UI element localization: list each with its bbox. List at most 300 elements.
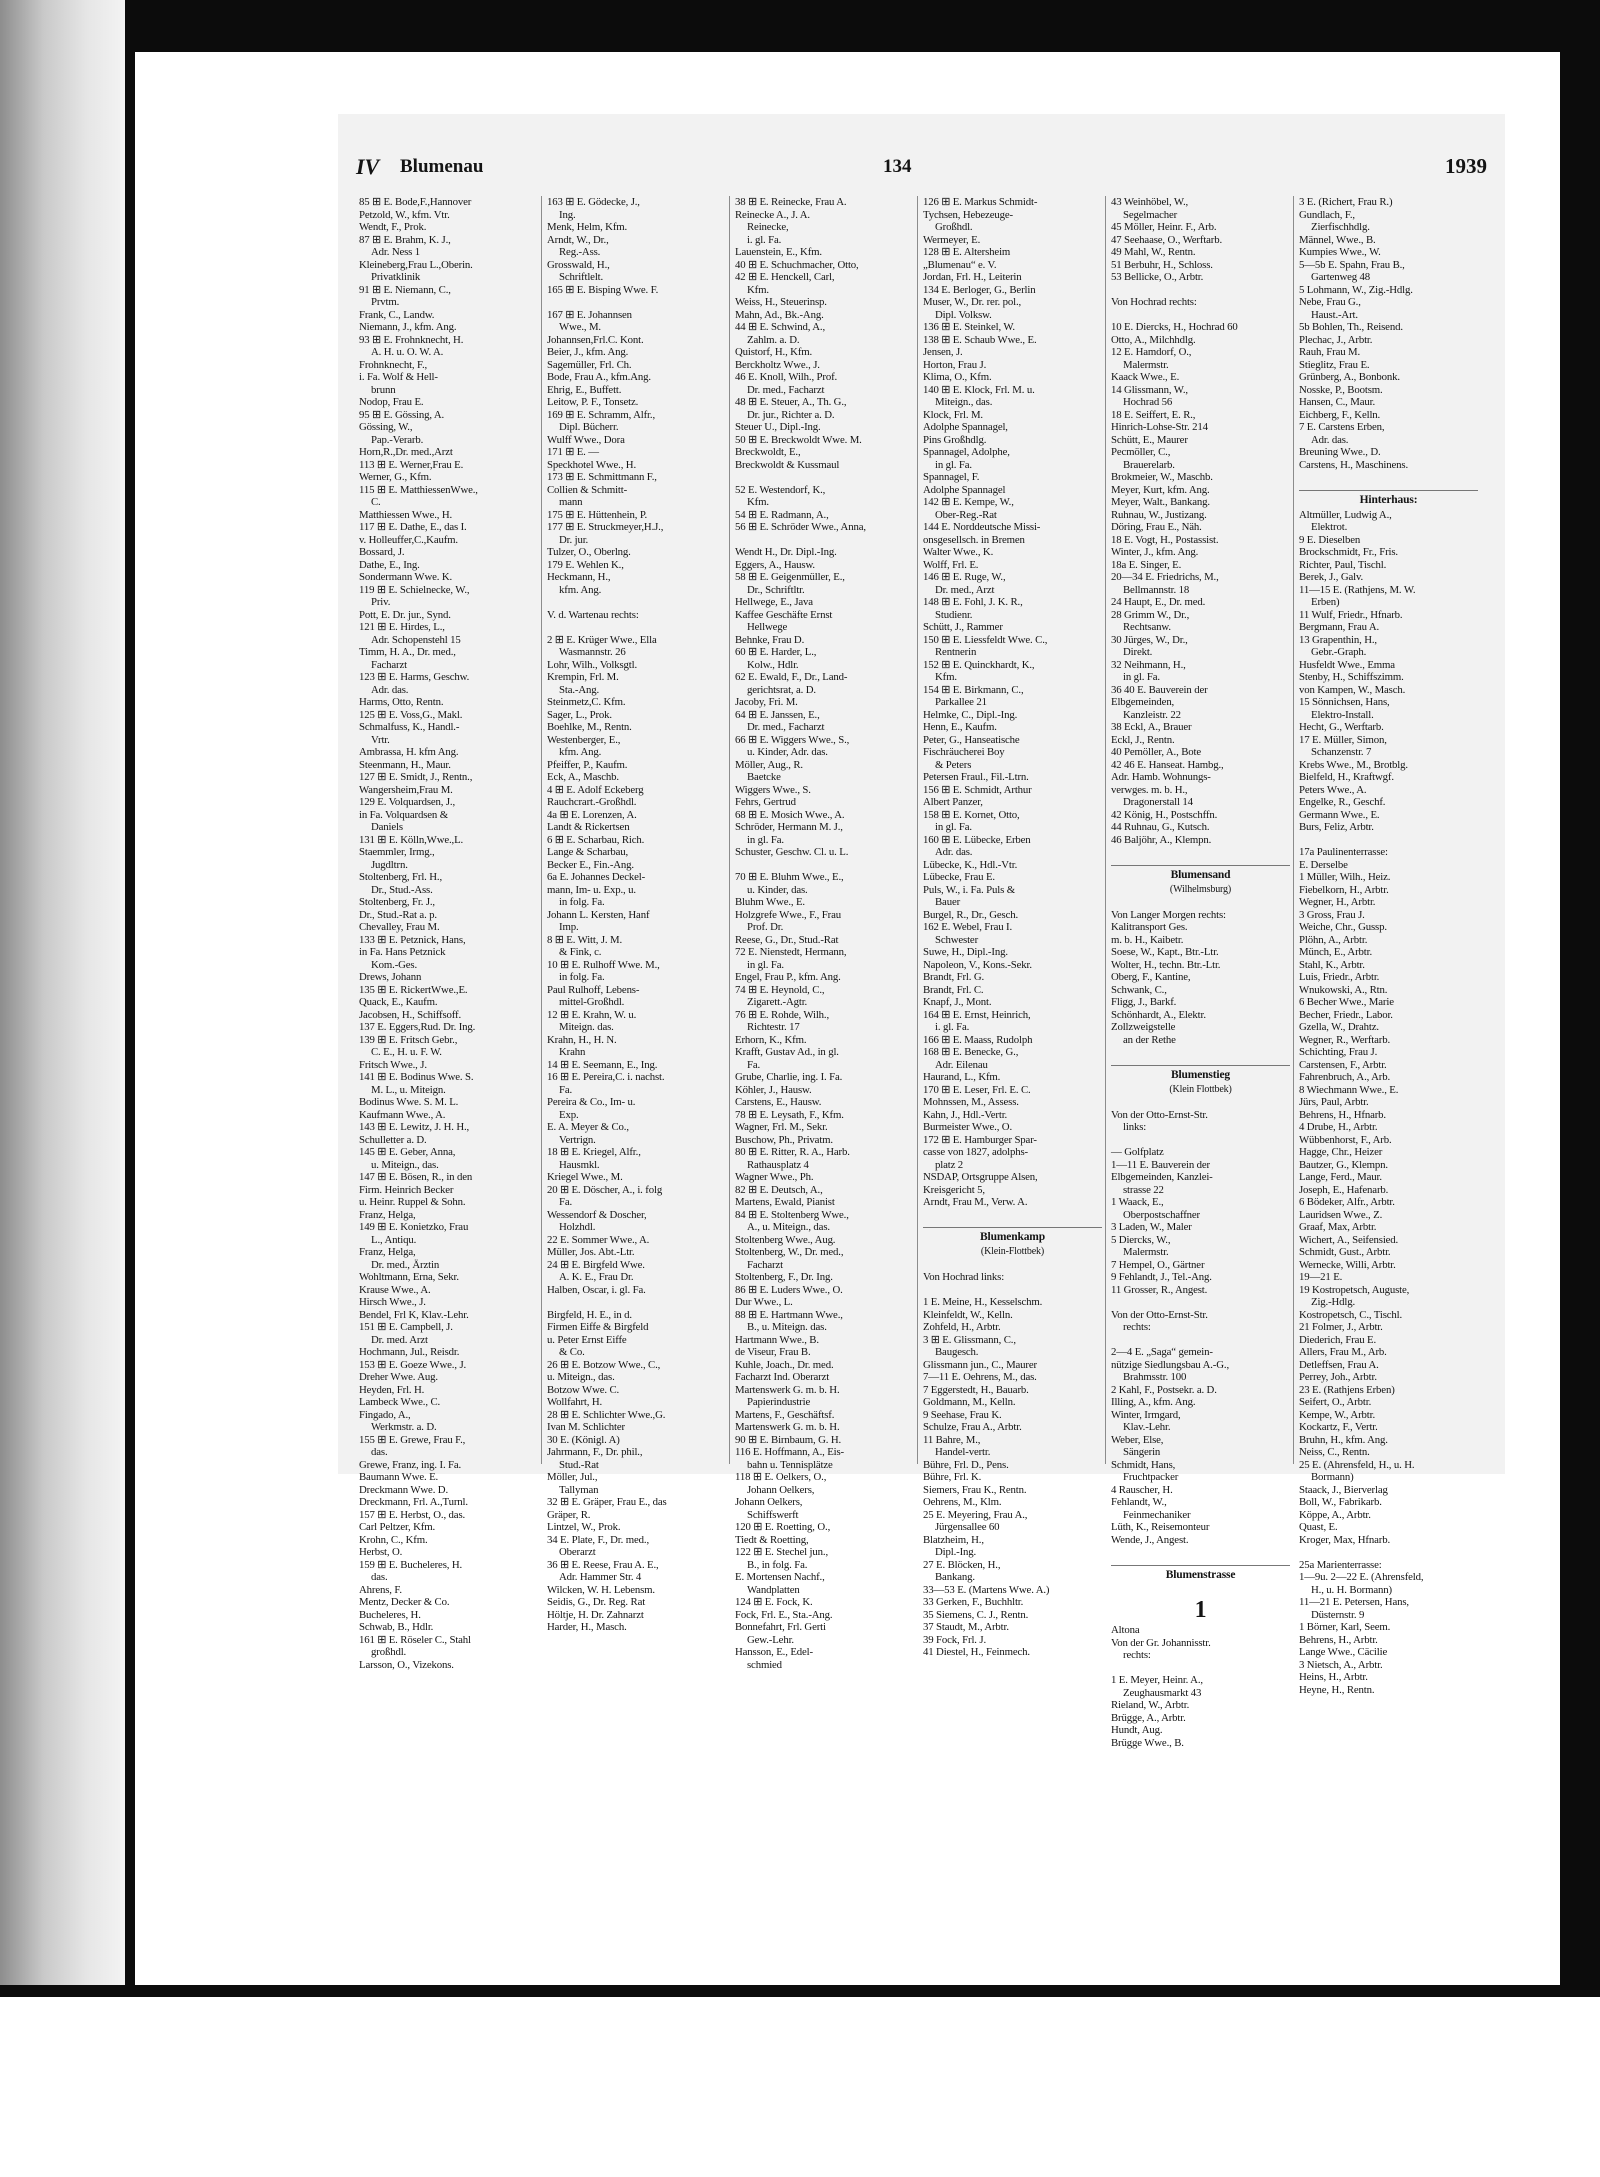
directory-entry: links:: [1123, 1121, 1147, 1133]
directory-entry: 93 ⊞ E. Frohnknecht, H.: [359, 333, 464, 346]
directory-entry: Herbst, O.: [359, 1546, 403, 1558]
directory-entry: Hagge, Chr., Heizer: [1299, 1146, 1383, 1158]
directory-entry: 154 ⊞ E. Birkmann, C.,: [923, 683, 1024, 696]
directory-entry: Ehrig, E., Buffett.: [547, 383, 622, 396]
directory-entry: 24 ⊞ E. Birgfeld Wwe.: [547, 1258, 645, 1271]
directory-entry: Schiffswerft: [747, 1508, 799, 1521]
directory-entry: Schmidt, Hans,: [1111, 1458, 1176, 1471]
directory-entry: 17 E. Müller, Simon,: [1299, 733, 1387, 746]
directory-entry: in gl. Fa.: [747, 833, 784, 846]
directory-entry: Haust.-Art.: [1311, 308, 1358, 321]
directory-entry: Frohnknecht, F.,: [359, 358, 428, 371]
directory-entry: Studienr.: [935, 608, 973, 621]
directory-entry: Möller, Aug., R.: [735, 758, 803, 771]
directory-entry: Weber, Else,: [1111, 1433, 1164, 1446]
directory-entry: Wnukowski, A., Rtn.: [1299, 983, 1388, 996]
directory-entry: Kaack Wwe., E.: [1111, 371, 1180, 383]
directory-entry: 56 ⊞ E. Schröder Wwe., Anna,: [735, 521, 866, 533]
directory-entry: 19—21 E.: [1299, 1271, 1343, 1283]
directory-column: [358, 196, 542, 1671]
directory-entry: Larsson, O., Vizekons.: [359, 1658, 454, 1671]
directory-entry: 4a ⊞ E. Lorenzen, A.: [547, 808, 637, 821]
directory-entry: 163 ⊞ E. Gödecke, J.,: [547, 196, 640, 208]
directory-entry: 6 Bödeker, Alfr., Arbtr.: [1299, 1196, 1395, 1208]
directory-entry: Erben): [1311, 596, 1340, 608]
directory-entry: Johann L. Kersten, Hanf: [547, 908, 650, 921]
directory-entry: 33 Gerken, F., Buchhltr.: [923, 1596, 1024, 1608]
directory-entry: Hirsch Wwe., J.: [359, 1296, 426, 1308]
directory-entry: 35 Siemens, C. J., Rentn.: [923, 1608, 1029, 1621]
directory-entry: 60 ⊞ E. Harder, L.,: [735, 646, 817, 658]
directory-entry: Breuning Wwe., D.: [1299, 446, 1381, 458]
directory-entry: 162 E. Webel, Frau I.: [923, 921, 1013, 933]
street-title: Blumenau: [400, 156, 484, 177]
directory-entry: [923, 1259, 1102, 1272]
directory-entry: Wernecke, Willi, Arbtr.: [1299, 1258, 1396, 1271]
directory-entry: Kfm.: [747, 496, 769, 508]
directory-entry: an der Rethe: [1123, 1033, 1176, 1046]
directory-entry: 166 ⊞ E. Maass, Rudolph: [923, 1033, 1033, 1046]
directory-entry: Altmüller, Ludwig A.,: [1299, 508, 1392, 521]
directory-entry: H., u. H. Bormann): [1311, 1583, 1392, 1596]
directory-entry: E. A. Meyer & Co.,: [547, 1121, 629, 1133]
directory-entry: Tychsen, Hebezeuge-: [923, 208, 1013, 221]
directory-entry: 149 ⊞ E. Konietzko, Frau: [359, 1221, 469, 1233]
directory-entry: [547, 621, 726, 634]
directory-entry: 136 ⊞ E. Steinkel, W.: [923, 321, 1015, 333]
directory-entry: Großhdl.: [935, 221, 973, 233]
directory-entry: Berek, J., Galv.: [1299, 571, 1364, 583]
directory-entry: Collien & Schmitt-: [547, 483, 628, 496]
directory-entry: 140 ⊞ E. Klock, Frl. M. u.: [923, 383, 1035, 396]
directory-entry: Plechac, J., Arbtr.: [1299, 333, 1373, 346]
directory-entry: Sängerin: [1123, 1446, 1161, 1458]
directory-entry: 121 ⊞ E. Hirdes, L.,: [359, 621, 445, 633]
directory-entry: Dr., Schriftltr.: [747, 583, 805, 596]
scan-border-bottom: [0, 1985, 1600, 1997]
directory-entry: 119 ⊞ E. Schielnecke, W.,: [359, 583, 470, 596]
directory-entry: „Blumenau“ e. V.: [923, 258, 997, 271]
directory-entry: 46 Baljöhr, A., Klempn.: [1111, 833, 1212, 846]
directory-entry: Krahn, H., H. N.: [547, 1033, 617, 1046]
directory-entry: 15 Sönnichsen, Hans,: [1299, 696, 1390, 708]
directory-entry: Dr., Stud.-Rat a. p.: [359, 908, 437, 921]
directory-entry: 52 E. Westendorf, K.,: [735, 483, 826, 496]
directory-entry: Krempin, Frl. M.: [547, 671, 619, 683]
scan-border-right: [1560, 0, 1600, 1995]
directory-entry: 68 ⊞ E. Mosich Wwe., A.: [735, 808, 845, 821]
directory-entry: 42 46 E. Hanseat. Hambg.,: [1111, 758, 1224, 771]
directory-entry: Düsternstr. 9: [1311, 1608, 1365, 1621]
directory-entry: 1 Müller, Wilh., Heiz.: [1299, 871, 1391, 883]
directory-entry: 41 Diestel, H., Feinmech.: [923, 1646, 1030, 1658]
directory-entry: Miteign., das.: [935, 396, 993, 408]
directory-entry: 152 ⊞ E. Quinckhardt, K.,: [923, 658, 1035, 671]
directory-entry: 133 ⊞ E. Petznick, Hans,: [359, 933, 466, 946]
directory-entry: Rathausplatz 4: [747, 1158, 809, 1171]
directory-entry: M. L., u. Miteign.: [371, 1083, 446, 1096]
directory-entry: Winter, Irmgard,: [1111, 1408, 1181, 1421]
directory-entry: Krafft, Gustav Ad., in gl.: [735, 1046, 839, 1058]
directory-entry: in gl. Fa.: [935, 821, 972, 833]
directory-entry: 118 ⊞ E. Oelkers, O.,: [735, 1471, 827, 1483]
directory-entry: 175 ⊞ E. Hüttenhein, P.: [547, 508, 648, 521]
directory-entry: 18 E. Seiffert, E. R.,: [1111, 408, 1196, 421]
directory-entry: Kempe, W., Arbtr.: [1299, 1408, 1376, 1421]
directory-entry: Harms, Otto, Rentn.: [359, 696, 444, 708]
directory-entry: Seidis, G., Dr. Reg. Rat: [547, 1596, 646, 1608]
directory-entry: Bergmann, Frau A.: [1299, 621, 1380, 633]
directory-entry: 171 ⊞ E. —: [547, 446, 599, 458]
directory-entry: (Klein-Flottbek): [980, 1246, 1045, 1257]
directory-entry: Albert Panzer,: [923, 796, 983, 808]
directory-entry: u. Kinder, Adr. das.: [747, 746, 828, 758]
directory-entry: Adr. Hamb. Wohnungs-: [1111, 771, 1211, 783]
directory-entry: 39 Fock, Frl. J.: [923, 1633, 986, 1646]
directory-entry: [1111, 1296, 1290, 1309]
directory-entry: [735, 471, 914, 484]
street-section-heading: Blumenkamp: [923, 1227, 1102, 1246]
directory-entry: Bielfeld, H., Kraftwgf.: [1299, 771, 1394, 783]
directory-entry: 134 E. Berloger, G., Berlin: [923, 283, 1036, 296]
directory-entry: 7 E. Carstens Erben,: [1299, 421, 1385, 433]
directory-entry: Schulze, Frau A., Arbtr.: [923, 1421, 1022, 1433]
directory-entry: Leitow, P. F., Tonsetz.: [547, 396, 639, 408]
directory-entry: 7—11 E. Oehrens, M., das.: [923, 1371, 1037, 1383]
directory-entry: Facharzt: [747, 1258, 783, 1271]
directory-entry: 14 Glissmann, W.,: [1111, 383, 1188, 396]
directory-entry: 66 ⊞ E. Wiggers Wwe., S.,: [735, 733, 850, 746]
directory-entry: Wagner, Frl. M., Sekr.: [735, 1121, 828, 1133]
directory-entry: in folg. Fa.: [559, 896, 605, 908]
directory-entry: Seifert, O., Arbtr.: [1299, 1396, 1372, 1408]
directory-entry: Niemann, J., kfm. Ang.: [359, 321, 457, 333]
directory-entry: Kleinfeldt, W., Kelln.: [923, 1308, 1013, 1321]
directory-entry: Rentnerin: [935, 646, 977, 658]
directory-entry: Fa.: [559, 1083, 573, 1096]
directory-entry: 4 Drube, H., Arbtr.: [1299, 1121, 1378, 1133]
directory-entry: Horton, Frau J.: [923, 358, 987, 371]
directory-entry: Becker E., Fin.-Ang.: [547, 858, 634, 871]
directory-entry: Ahrens, F.: [359, 1583, 402, 1596]
directory-entry: Engelke, R., Geschf.: [1299, 796, 1386, 808]
directory-entry: Bormann): [1311, 1471, 1354, 1483]
directory-entry: 148 ⊞ E. Fohl, J. K. R.,: [923, 596, 1023, 608]
directory-entry: 64 ⊞ E. Janssen, E.,: [735, 708, 820, 721]
directory-entry: Johann Oelkers,: [735, 1496, 803, 1508]
directory-entry: Spannagel, F.: [923, 471, 980, 483]
directory-entry: Von der Gr. Johannisstr.: [1111, 1636, 1211, 1649]
directory-entry: Männel, Wwe., B.: [1299, 233, 1376, 246]
directory-entry: Nosske, P., Bootsm.: [1299, 383, 1383, 396]
directory-entry: 5 Lohmann, W., Zig.-Hdlg.: [1299, 283, 1413, 296]
directory-entry: Gartenweg 48: [1311, 271, 1371, 283]
directory-entry: 144 E. Norddeutsche Missi-: [923, 521, 1041, 533]
directory-entry: Fehrs, Gertrud: [735, 796, 796, 808]
directory-entry: großhdl.: [371, 1646, 407, 1658]
directory-entry: Hansson, E., Edel-: [735, 1646, 813, 1658]
directory-entry: Malermstr.: [1123, 358, 1169, 371]
directory-entry: Köppe, A., Arbtr.: [1299, 1508, 1371, 1521]
directory-entry: Illing, A., kfm. Ang.: [1111, 1396, 1196, 1408]
directory-entry: Adolphe Spannagel,: [923, 421, 1008, 433]
directory-entry: 168 ⊞ E. Benecke, G.,: [923, 1046, 1019, 1058]
directory-entry: Stoltenberg, Fr. J.,: [359, 896, 435, 908]
directory-entry: Dr. jur., Richter a. D.: [747, 408, 835, 421]
directory-entry: 120 ⊞ E. Roetting, O.,: [735, 1521, 831, 1533]
directory-entry: 124 ⊞ E. Fock, K.: [735, 1596, 813, 1608]
directory-entry: 3 ⊞ E. Glissmann, C.,: [923, 1333, 1016, 1346]
directory-entry: Carl Peltzer, Kfm.: [359, 1521, 436, 1533]
directory-entry: Otto, A., Milchhdlg.: [1111, 333, 1196, 346]
directory-entry: Dr. med., Ärztin: [371, 1258, 440, 1271]
directory-entry: Krause Wwe., A.: [359, 1283, 431, 1296]
page-number: 134: [883, 156, 912, 177]
directory-entry: Elbgemeinden, Kanzlei-: [1111, 1171, 1213, 1183]
directory-entry: Henn, E., Kaufm.: [923, 721, 997, 733]
directory-entry: Steenmann, H., Maur.: [359, 758, 451, 771]
directory-entry: Lange, Ferd., Maur.: [1299, 1171, 1382, 1183]
printed-page: [338, 114, 1505, 1749]
directory-entry: 2 ⊞ E. Krüger Wwe., Ella: [547, 633, 657, 646]
directory-entry: [1111, 284, 1290, 297]
directory-entry: [923, 1284, 1102, 1297]
directory-entry: Baumann Wwe. E.: [359, 1471, 439, 1483]
directory-entry: 117 ⊞ E. Dathe, E., das I.: [359, 521, 467, 533]
directory-entry: 42 König, H., Postschffn.: [1111, 808, 1218, 821]
directory-column: [1110, 196, 1294, 1749]
directory-entry: 11—15 E. (Rathjens, M. W.: [1299, 583, 1416, 596]
directory-entry: Dr. med., Facharzt: [747, 721, 825, 733]
directory-entry: Schütt, J., Rammer: [923, 621, 1003, 633]
directory-entry: V. d. Wartenau rechts:: [547, 608, 639, 621]
directory-entry: 48 ⊞ E. Steuer, A., Th. G.,: [735, 396, 847, 408]
directory-entry: in Fa. Volquardsen &: [359, 808, 448, 821]
directory-entry: Bodinus Wwe. S. M. L.: [359, 1096, 459, 1108]
directory-entry: 44 Ruhnau, G., Kutsch.: [1111, 821, 1210, 833]
directory-entry: 129 E. Volquardsen, J.,: [359, 796, 456, 808]
directory-entry: Muser, W., Dr. rer. pol.,: [923, 296, 1022, 308]
directory-entry: Firm. Heinrich Becker: [359, 1183, 454, 1196]
directory-entry: [1111, 846, 1290, 859]
directory-entry: Fahrenbruch, A., Arb.: [1299, 1071, 1391, 1083]
directory-entry: Bühre, Frl. K.: [923, 1471, 982, 1483]
directory-entry: Steinmetz,C. Kfm.: [547, 696, 626, 708]
directory-entry: Zeughausmarkt 43: [1123, 1686, 1202, 1699]
directory-entry: das.: [371, 1571, 388, 1583]
directory-entry: 2—4 E. „Saga“ gemein-: [1111, 1346, 1213, 1358]
directory-entry: 3 E. (Richert, Frau R.): [1299, 196, 1393, 208]
directory-entry: 43 Weinhöbel, W.,: [1111, 196, 1189, 208]
directory-entry: Prof. Dr.: [747, 921, 784, 933]
directory-entry: Jürs, Paul, Arbtr.: [1299, 1096, 1369, 1108]
directory-entry: Franz, Helga,: [359, 1246, 416, 1258]
directory-entry: Malermstr.: [1123, 1246, 1169, 1258]
directory-entry: [923, 1209, 1102, 1222]
directory-entry: Richtestr. 17: [747, 1021, 800, 1033]
directory-entry: Gzella, W., Drahtz.: [1299, 1021, 1379, 1033]
directory-entry: Jürgensallee 60: [935, 1521, 1000, 1533]
directory-entry: Peters Wwe., A.: [1299, 783, 1367, 796]
directory-entry: 172 ⊞ E. Hamburger Spar-: [923, 1133, 1037, 1146]
directory-entry: 123 ⊞ E. Harms, Geschw.: [359, 671, 470, 683]
directory-entry: 1—9u. 2—22 E. (Ahrensfeld,: [1299, 1571, 1424, 1583]
directory-entry: in folg. Fa.: [559, 971, 605, 983]
directory-entry: (Wilhelmsburg): [1169, 883, 1232, 895]
directory-entry: Tulzer, O., Oberlng.: [547, 546, 631, 558]
directory-entry: 28 Grimm W., Dr.,: [1111, 608, 1190, 621]
directory-entry: 25 E. Meyering, Frau A.,: [923, 1508, 1028, 1521]
directory-entry: Wohltmann, Erna, Sekr.: [359, 1271, 459, 1283]
directory-entry: 80 ⊞ E. Ritter, R. A., Harb.: [735, 1146, 850, 1158]
directory-entry: Lange & Scharbau,: [547, 846, 629, 858]
street-section-heading: Blumensand: [1111, 865, 1290, 884]
scan-border-left: [125, 0, 135, 1995]
directory-entry: Winter, J., kfm. Ang.: [1111, 546, 1199, 558]
directory-entry: [1299, 834, 1478, 847]
directory-entry: Hecht, G., Werftarb.: [1299, 721, 1384, 733]
directory-entry: 147 ⊞ E. Bösen, R., in den: [359, 1171, 473, 1183]
directory-entry: Wollfahrt, H.: [547, 1396, 603, 1408]
directory-entry: Kaffee Geschäfte Ernst: [735, 608, 833, 621]
directory-entry: Breckwoldt, E.,: [735, 446, 801, 458]
directory-entry: 50 ⊞ E. Breckwoldt Wwe. M.: [735, 433, 862, 446]
directory-entry: 157 ⊞ E. Herbst, O., das.: [359, 1508, 466, 1521]
directory-entry: von Kampen, W., Masch.: [1299, 683, 1406, 696]
directory-entry: Chevalley, Frau M.: [359, 921, 440, 933]
directory-entry: Parkallee 21: [935, 696, 987, 708]
directory-entry: Carstens, E., Hausw.: [735, 1096, 822, 1108]
directory-entry: Baetcke: [747, 771, 781, 783]
directory-entry: u. Heinr. Ruppel & Sohn.: [359, 1196, 466, 1208]
directory-entry: Grube, Charlie, ing. I. Fa.: [735, 1071, 843, 1083]
directory-entry: 27 E. Blöcken, H.,: [923, 1558, 1001, 1571]
directory-entry: Timm, H. A., Dr. med.,: [359, 646, 456, 658]
directory-entry: Stoltenberg, F., Dr. Ing.: [735, 1271, 833, 1283]
directory-entry: Dipl. Volksw.: [935, 308, 992, 321]
directory-entry: Bode, Frau A., kfm.Ang.: [547, 371, 651, 383]
directory-entry: A., u. Miteign., das.: [747, 1221, 830, 1233]
directory-entry: Wichert, A., Seifensied.: [1299, 1233, 1399, 1246]
directory-entry: Weiss, H., Steuerinsp.: [735, 296, 827, 308]
directory-entry: Wegner, H., Arbtr.: [1299, 896, 1376, 908]
directory-entry: Fa.: [747, 1058, 761, 1071]
directory-entry: Bruhn, H., kfm. Ang.: [1299, 1433, 1388, 1446]
directory-entry: 18 ⊞ E. Kriegel, Alfr.,: [547, 1146, 641, 1158]
directory-entry: Adr. Schopenstehl 15: [371, 633, 461, 646]
directory-entry: 5b Bohlen, Th., Reisend.: [1299, 321, 1403, 333]
directory-entry: [1111, 1334, 1290, 1347]
directory-entry: 125 ⊞ E. Voss,G., Makl.: [359, 708, 463, 721]
directory-entry: nützige Siedlungsbau A.-G.,: [1111, 1358, 1230, 1371]
directory-entry: Grewe, Franz, ing. I. Fa.: [359, 1458, 462, 1471]
page-sheet: [135, 52, 1560, 1985]
directory-entry: Gew.-Lehr.: [747, 1633, 794, 1646]
directory-entry: 49 Mahl, W., Rentn.: [1111, 246, 1196, 258]
directory-entry: [1111, 1662, 1290, 1675]
directory-entry: 53 Bellicke, O., Arbtr.: [1111, 271, 1204, 283]
directory-entry: Gössing, W.,: [359, 421, 413, 433]
directory-entry: Siemers, Frau K., Rentn.: [923, 1483, 1027, 1496]
directory-entry: Nebe, Frau G.,: [1299, 296, 1361, 308]
directory-entry: [1111, 309, 1290, 322]
directory-entry: Stieglitz, Frau E.: [1299, 358, 1370, 371]
directory-entry: 38 ⊞ E. Reinecke, Frau A.: [735, 196, 847, 208]
directory-entry: Krohn, C., Kfm.: [359, 1533, 428, 1546]
directory-entry: Schwester: [935, 933, 979, 946]
directory-entry: Fa.: [559, 1196, 573, 1208]
directory-entry: Fock, Frl. E., Sta.-Ang.: [735, 1608, 833, 1621]
directory-entry: Hellwege, E., Java: [735, 596, 813, 608]
directory-entry: Schütt, E., Maurer: [1111, 433, 1188, 446]
directory-entry: Dr., Stud.-Ass.: [371, 883, 433, 896]
volume-number: IV: [356, 154, 380, 179]
directory-entry: E. Derselbe: [1299, 858, 1348, 871]
directory-entry: 6 ⊞ E. Scharbau, Rich.: [547, 833, 645, 846]
directory-entry: Fischräucherei Boy: [923, 746, 1005, 758]
directory-entry: 161 ⊞ E. Röseler C., Stahl: [359, 1633, 471, 1646]
directory-entry: Jensen, J.: [923, 346, 963, 358]
directory-entry: 11 Wulf, Friedr., Hfnarb.: [1299, 608, 1403, 621]
directory-entry: Brügge, A., Arbtr.: [1111, 1711, 1186, 1724]
directory-entry: 4 ⊞ E. Adolf Eckeberg: [547, 783, 644, 796]
directory-entry: Müller, Jos. Abt.-Ltr.: [547, 1246, 635, 1258]
directory-entry: Rieland, W., Arbtr.: [1111, 1699, 1190, 1711]
directory-entry: 46 E. Knoll, Wilh., Prof.: [735, 371, 838, 383]
directory-entry: Kalitransport Ges.: [1111, 921, 1188, 933]
directory-entry: Von Hochrad rechts:: [1111, 296, 1197, 308]
directory-entry: Boll, W., Fabrikarb.: [1299, 1496, 1382, 1508]
directory-entry: 40 Pemöller, A., Bote: [1111, 746, 1201, 758]
directory-entry: Tiedt & Roetting,: [735, 1533, 809, 1546]
directory-entry: Wolff, Frl. E.: [923, 558, 979, 571]
directory-entry: Drews, Johann: [359, 971, 422, 983]
directory-entry: Helmke, C., Dipl.-Ing.: [923, 708, 1018, 721]
directory-entry: Speckhotel Wwe., H.: [547, 458, 637, 471]
directory-entry: Zig.-Hdlg.: [1311, 1296, 1356, 1308]
directory-entry: 32 ⊞ E. Gräper, Frau E., das: [547, 1496, 667, 1508]
directory-entry: Prvtm.: [371, 296, 400, 308]
directory-entry: 116 E. Hoffmann, A., Eis-: [735, 1446, 845, 1458]
directory-entry: Graaf, Max, Arbtr.: [1299, 1221, 1377, 1233]
directory-entry: [547, 1296, 726, 1309]
directory-entry: E. Mortensen Nachf.,: [735, 1571, 825, 1583]
directory-entry: 9 Seehase, Frau K.: [923, 1408, 1002, 1421]
directory-entry: 44 ⊞ E. Schwind, A.,: [735, 321, 826, 333]
scan-border-top: [125, 0, 1600, 52]
directory-entry: Höltje, H. Dr. Zahnarzt: [547, 1608, 644, 1621]
directory-entry: 34 E. Plate, F., Dr. med.,: [547, 1533, 649, 1546]
directory-entry: 8 ⊞ E. Witt, J. M.: [547, 933, 622, 946]
directory-entry: 1 E. Meyer, Heinr. A.,: [1111, 1674, 1203, 1686]
directory-entry: 23 E. (Rathjens Erben): [1299, 1383, 1395, 1396]
directory-entry: Bendel, Frl K, Klav.-Lehr.: [359, 1308, 469, 1321]
directory-entry: 32 Neihmann, H.,: [1111, 658, 1186, 671]
directory-entry: 19 Kostropetsch, Auguste,: [1299, 1283, 1410, 1296]
directory-entry: 135 ⊞ E. RickertWwe.,E.: [359, 983, 468, 996]
directory-entry: Wasmannstr. 26: [559, 646, 626, 658]
directory-entry: Stoltenberg, Frl. H.,: [359, 871, 443, 883]
directory-entry: Petzold, W., kfm. Vtr.: [359, 208, 450, 221]
directory-entry: Martenswerk G. m. b. H.: [735, 1421, 840, 1433]
directory-entry: Harder, H., Masch.: [547, 1621, 627, 1633]
directory-entry: Neiss, C., Rentn.: [1299, 1446, 1370, 1458]
directory-entry: Imp.: [559, 921, 579, 933]
directory-entry: A. H. u. O. W. A.: [371, 346, 444, 358]
directory-entry: Dr. med., Arzt: [935, 583, 995, 596]
directory-entry: 11—21 E. Petersen, Hans,: [1299, 1596, 1409, 1608]
directory-entry: Hundt, Aug.: [1111, 1724, 1163, 1736]
